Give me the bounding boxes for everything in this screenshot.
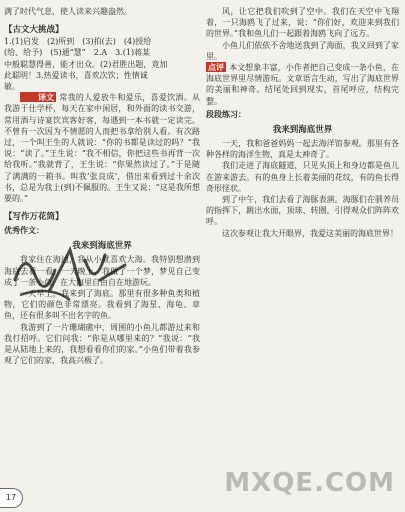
right-column <box>206 6 399 494</box>
ext-answer-2: (给、给予) (5)通“慧” 2.A 3.(1)蒋某 <box>4 48 151 58</box>
right-essay-ending: 小鱼儿们依依不舍地送我到了海面，我又回到了家里。 <box>206 40 399 61</box>
ext-answer-3: 中般聪慧得善，能才出众。(2)君胜出题，竟加 <box>4 59 168 69</box>
watermark-logo: MXQE.COM <box>224 468 395 498</box>
comment-label: 点评 <box>208 62 224 73</box>
extension-heading: 【古文大挑战】 <box>4 25 64 36</box>
practice-paragraph-1: 一天，我和爸爸妈妈一起去海洋馆参观。那里有各种各样的海洋生物，真是太神奇了。 <box>206 139 399 160</box>
translation-paragraph <box>4 92 200 204</box>
ext-answer-4: 此聪明！3.热爱读书，喜欢次饮；性情诚 <box>4 70 148 80</box>
practice-paragraph-2: 我们走进了海底隧道，只见头顶上和身边都是鱼儿在游来游去。有的鱼身上长着美丽的花纹，有的鱼长得奇形怪状。 <box>206 161 399 193</box>
practice-heading: 段段练习： <box>206 108 246 119</box>
practice-paragraph-3: 到了中午，我们去看了海豚表演。海豚们在驯养员的指挥下，跳出水面，顶球、转圈，引得观众们阵阵欢呼。 <box>206 195 399 227</box>
practice-paragraph-4: 这次参观让我大开眼界，我爱这美丽的海底世界！ <box>222 228 398 238</box>
right-essay-continuation: 风，让它把我们吹到了空中。我们在天空中飞翔着，一只海鸥飞了过来，说：“你们好，欢迎来到我们的世界。”我和鱼儿们一起跟着海鸥飞向了远方。 <box>206 7 399 39</box>
essay-title: 我来到海底世界 <box>72 241 132 252</box>
comment-paragraph <box>206 62 399 107</box>
translation-label: 译文 <box>20 92 56 102</box>
ext-answer-1: 1.(1)启发 (2)所到 (3)拍(去) (4)授给 <box>4 37 152 47</box>
left-column <box>4 6 200 494</box>
ext-answer-5: 敏。 <box>4 82 20 92</box>
page-number: 17 <box>0 488 23 508</box>
essay-paragraph-2: 一天早上，我来到了海底。那里有很多种鱼类和植物，它们的颜色非常漂亮。我看到了海星、海龟、章鱼，还有很多叫不出名字的鱼。 <box>4 289 200 321</box>
essay-paragraph-1: 我家住在海边，我从小就喜欢大海。我特别想潜到海底去看一看。一天晚上，我做了一个梦，梦见自己变成了一条小鱼，在大海里自由自在地游玩。 <box>4 255 200 287</box>
practice-title: 我来到海底世界 <box>272 125 333 136</box>
translation-text: 常我的人爱放牛和爱乐，喜爱饮酒。从我游于仕学杯，每天在家中闲居，和外面的读书交游，常用酒与诗宴饮宾客好客，每遇到一本书就一定读完。不曾有一次因为不情愿的人而把书拿给别人看。有次路过，一个叫王生的人就说：“你的书都是读过的吗？”我说：“读了。”王生说：“我不相信，你把这些书再背一次给我听。”我就背了，王生说：“你果然读过了。”于是随了满满的一箱书。叫我‘张良成’，借出来看到过十余次书，总是为我上(到)不佩服的。王生又说：“这是我所想要的。” <box>4 93 200 204</box>
comment-text: 本文想象丰富，小作者把自己变成一条小鱼，在海底世界里尽情游玩。文章语言生动，写出了海底世界的美丽和神奇。结尾处回到现实，首尾呼应，结构完整。 <box>206 63 399 106</box>
excellent-essay-label: 优秀作文： <box>4 225 44 236</box>
essay-paragraph-3: 我游到了一片珊瑚礁中，周围的小鱼儿都游过来和我打招呼。它们问我：“你是从哪里来的？”我说：“我是从陆地上来的，我想看看你们的家。”小鱼们带着我参观了它们的家，我高兴极了。 <box>4 322 200 366</box>
left-intro-line: 满了时代气息，使人读来兴趣盎然。 <box>4 7 132 16</box>
writing-heading: 【写作万花筒】 <box>4 212 64 223</box>
